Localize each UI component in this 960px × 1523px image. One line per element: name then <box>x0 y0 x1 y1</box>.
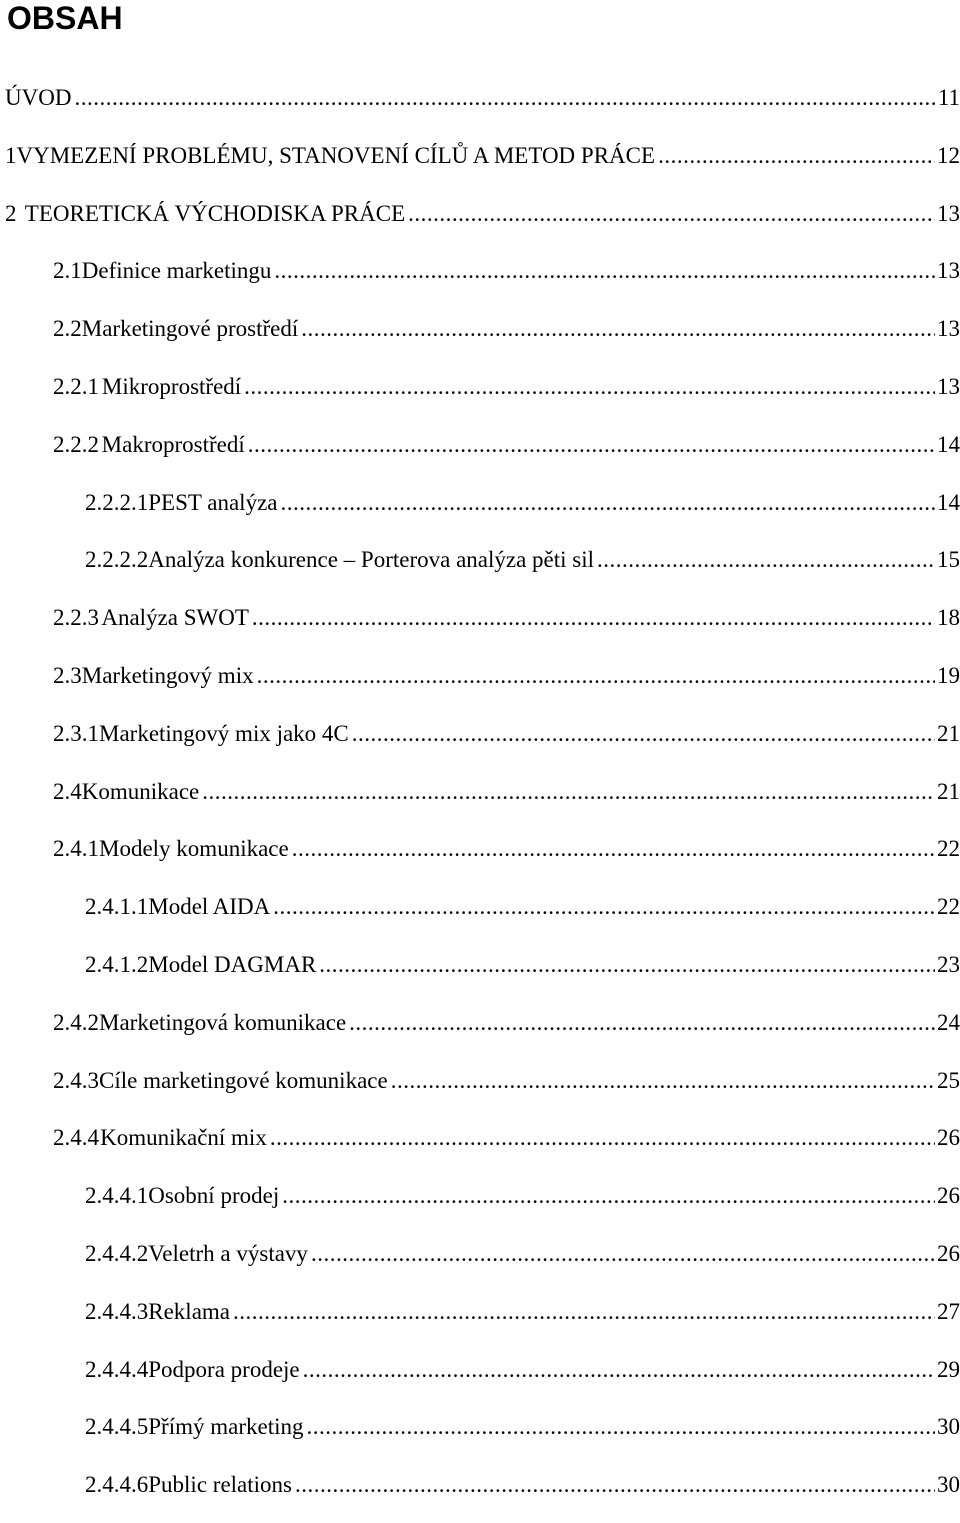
page-title: OBSAH <box>7 0 123 36</box>
dot-leader <box>311 1234 935 1274</box>
toc-entry-row <box>53 309 960 349</box>
toc-entry[interactable] <box>0 425 960 483</box>
toc-entry-page-number: 22 <box>937 836 960 862</box>
dot-leader <box>252 598 935 638</box>
dot-leader <box>597 540 935 580</box>
dot-leader <box>352 714 935 754</box>
toc-entry-row <box>53 1061 960 1101</box>
toc-entry-title: Analýza konkurence – Porterova analýza pěti sil <box>148 547 595 573</box>
toc-entry-title: Modely komunikace <box>99 836 289 862</box>
toc-entry-page-number: 12 <box>937 142 960 168</box>
toc-entry-row <box>5 194 960 234</box>
dot-leader <box>202 772 935 812</box>
toc-entry-row <box>53 425 960 465</box>
toc-entry-number: 2.4.1.2 <box>85 951 149 977</box>
toc-entry-number: 2.2.1 <box>53 373 99 399</box>
toc-entry-number: 2.2.2 <box>53 431 99 457</box>
toc-entry[interactable] <box>0 1118 960 1176</box>
toc-entry-row <box>85 540 960 580</box>
toc-entry-number: 2.4.4.3 <box>85 1298 149 1324</box>
toc-entry-title: Model AIDA <box>148 894 271 920</box>
toc-entry-row <box>85 1350 960 1390</box>
dot-leader <box>306 1407 935 1447</box>
dot-leader <box>408 194 935 234</box>
dot-leader <box>248 425 935 465</box>
toc-entry-page-number: 21 <box>937 720 960 746</box>
toc-entry-number: 2.4.2 <box>53 1009 99 1035</box>
toc-entry-page-number: 14 <box>937 431 960 457</box>
dot-leader <box>349 1003 935 1043</box>
toc-entry-page-number: 30 <box>937 1472 960 1498</box>
toc-entry-number: 2.4.4.6 <box>85 1472 149 1498</box>
toc-entry[interactable] <box>0 1234 960 1292</box>
toc-entry-row <box>85 1234 960 1274</box>
toc-entry[interactable] <box>0 1350 960 1408</box>
toc-entry-page-number: 15 <box>937 547 960 573</box>
toc-entry-number: 2.4.4.1 <box>85 1183 149 1209</box>
dot-leader <box>270 1118 935 1158</box>
toc-entry[interactable] <box>0 540 960 598</box>
dot-leader <box>301 309 935 349</box>
toc-entry[interactable] <box>0 194 960 252</box>
toc-entry-number: 2.2.2.1 <box>85 489 149 515</box>
toc-entry-page-number: 18 <box>937 605 960 631</box>
dot-leader <box>281 483 936 523</box>
toc-entry-row <box>85 887 960 927</box>
toc-entry-page-number: 22 <box>937 894 960 920</box>
toc-entry-number: 2.2 <box>53 316 82 342</box>
toc-entry-row <box>53 656 960 696</box>
toc-entry-page-number: 13 <box>937 200 960 226</box>
toc-entry[interactable] <box>0 1003 960 1061</box>
toc-entry-page-number: 26 <box>937 1125 960 1151</box>
toc-entry-title: Mikroprostředí <box>101 373 242 399</box>
toc-entry[interactable] <box>0 945 960 1003</box>
toc-entry[interactable] <box>0 598 960 656</box>
toc-entry-row <box>85 1407 960 1447</box>
toc-entry-title: Podpora prodeje <box>148 1356 300 1382</box>
dot-leader <box>303 1350 935 1390</box>
toc-entry-number: 2.4.3 <box>53 1067 99 1093</box>
toc-entry[interactable] <box>0 1176 960 1234</box>
toc-entry-row <box>85 945 960 985</box>
dot-leader <box>319 945 935 985</box>
dot-leader <box>282 1176 935 1216</box>
dot-leader <box>233 1292 935 1332</box>
toc-entry-row <box>5 78 960 118</box>
toc-entry-title: Public relations <box>148 1472 292 1498</box>
toc-entry-page-number: 27 <box>937 1298 960 1324</box>
toc-entry-title: VYMEZENÍ PROBLÉMU, STANOVENÍ CÍLŮ A METOD PRÁCE <box>16 142 656 168</box>
toc-entry-page-number: 21 <box>937 778 960 804</box>
toc-entry-title: Marketingový mix <box>81 662 254 688</box>
toc-entry[interactable] <box>0 829 960 887</box>
toc-entry-row <box>85 1292 960 1332</box>
toc-entry-page-number: 30 <box>937 1414 960 1440</box>
toc-entry-title: Komunikace <box>81 778 200 804</box>
toc-entry[interactable] <box>0 367 960 425</box>
toc-entry-title: Makroprostředí <box>101 431 245 457</box>
toc-entry[interactable] <box>0 251 960 309</box>
dot-leader <box>274 251 935 291</box>
toc-entry-row <box>53 1118 960 1158</box>
dot-leader <box>244 367 935 407</box>
toc-entry-title: Reklama <box>148 1298 230 1324</box>
dot-leader <box>74 78 935 118</box>
toc-entry[interactable] <box>0 714 960 772</box>
toc-entry-title: Veletrh a výstavy <box>148 1240 308 1266</box>
toc-entry-number: 2 <box>5 200 17 226</box>
table-of-contents <box>0 78 960 1523</box>
dot-leader <box>292 829 935 869</box>
toc-entry-row <box>53 1003 960 1043</box>
toc-entry-title: Přímý marketing <box>148 1414 304 1440</box>
toc-entry-title: TEORETICKÁ VÝCHODISKA PRÁCE <box>24 200 406 226</box>
toc-entry-row <box>5 136 960 176</box>
toc-entry-page-number: 13 <box>937 258 960 284</box>
toc-entry-title: Marketingové prostředí <box>81 316 299 342</box>
toc-entry-number: 2.3.1 <box>53 720 99 746</box>
toc-entry-row <box>85 1465 960 1505</box>
toc-entry-page-number: 26 <box>937 1183 960 1209</box>
toc-entry-row <box>53 829 960 869</box>
dot-leader <box>257 656 935 696</box>
toc-entry-number: 2.3 <box>53 662 82 688</box>
toc-entry-title: Analýza SWOT <box>101 605 249 631</box>
toc-entry-title: Model DAGMAR <box>148 951 317 977</box>
toc-entry-page-number: 25 <box>937 1067 960 1093</box>
toc-entry-title: Cíle marketingové komunikace <box>99 1067 388 1093</box>
toc-entry-number: 1 <box>5 142 17 168</box>
toc-entry-page-number: 14 <box>937 489 960 515</box>
toc-entry[interactable] <box>0 1407 960 1465</box>
toc-entry-page-number: 26 <box>937 1240 960 1266</box>
toc-entry[interactable] <box>0 78 960 136</box>
dot-leader <box>295 1465 935 1505</box>
toc-entry-row <box>53 251 960 291</box>
toc-entry-title: ÚVOD <box>5 85 72 110</box>
toc-entry-title: Marketingový mix jako 4C <box>99 720 349 746</box>
toc-entry[interactable] <box>0 656 960 714</box>
toc-entry-row <box>53 598 960 638</box>
toc-entry[interactable] <box>0 136 960 194</box>
toc-entry[interactable] <box>0 1292 960 1350</box>
toc-entry-page-number: 19 <box>937 662 960 688</box>
toc-entry-row <box>85 1176 960 1216</box>
toc-entry-row <box>53 772 960 812</box>
dot-leader <box>391 1061 935 1101</box>
toc-entry-number: 2.2.2.2 <box>85 547 149 573</box>
toc-entry-title: Marketingová komunikace <box>99 1009 347 1035</box>
toc-entry-page-number: 13 <box>937 373 960 399</box>
toc-entry-row <box>85 483 960 523</box>
toc-entry-number: 2.1 <box>53 258 82 284</box>
toc-entry-number: 2.2.3 <box>53 605 99 631</box>
toc-entry-page-number: 24 <box>937 1009 960 1035</box>
toc-entry-title: Osobní prodej <box>148 1183 280 1209</box>
toc-entry-title: PEST analýza <box>148 489 278 515</box>
toc-entry-page-number: 23 <box>937 951 960 977</box>
toc-entry-title: Definice marketingu <box>81 258 272 284</box>
toc-entry-title: Komunikační mix <box>100 1125 267 1151</box>
toc-entry-page-number: 11 <box>937 85 960 110</box>
toc-entry-row <box>53 367 960 407</box>
toc-entry[interactable] <box>0 483 960 541</box>
toc-entry[interactable] <box>0 1061 960 1119</box>
toc-entry-number: 2.4.4.2 <box>85 1240 149 1266</box>
toc-entry-number: 2.4.4 <box>53 1125 99 1151</box>
toc-entry-row <box>53 714 960 754</box>
dot-leader <box>658 136 935 176</box>
toc-entry-number: 2.4.1.1 <box>85 894 149 920</box>
toc-entry-number: 2.4 <box>53 778 82 804</box>
toc-entry-number: 2.4.4.5 <box>85 1414 149 1440</box>
toc-entry[interactable] <box>0 309 960 367</box>
toc-entry[interactable] <box>0 772 960 830</box>
dot-leader <box>273 887 935 927</box>
toc-entry[interactable] <box>0 887 960 945</box>
toc-entry-number: 2.4.1 <box>53 836 99 862</box>
toc-entry-page-number: 29 <box>937 1356 960 1382</box>
toc-entry[interactable] <box>0 1465 960 1523</box>
toc-entry-number: 2.4.4.4 <box>85 1356 149 1382</box>
toc-entry-page-number: 13 <box>937 316 960 342</box>
